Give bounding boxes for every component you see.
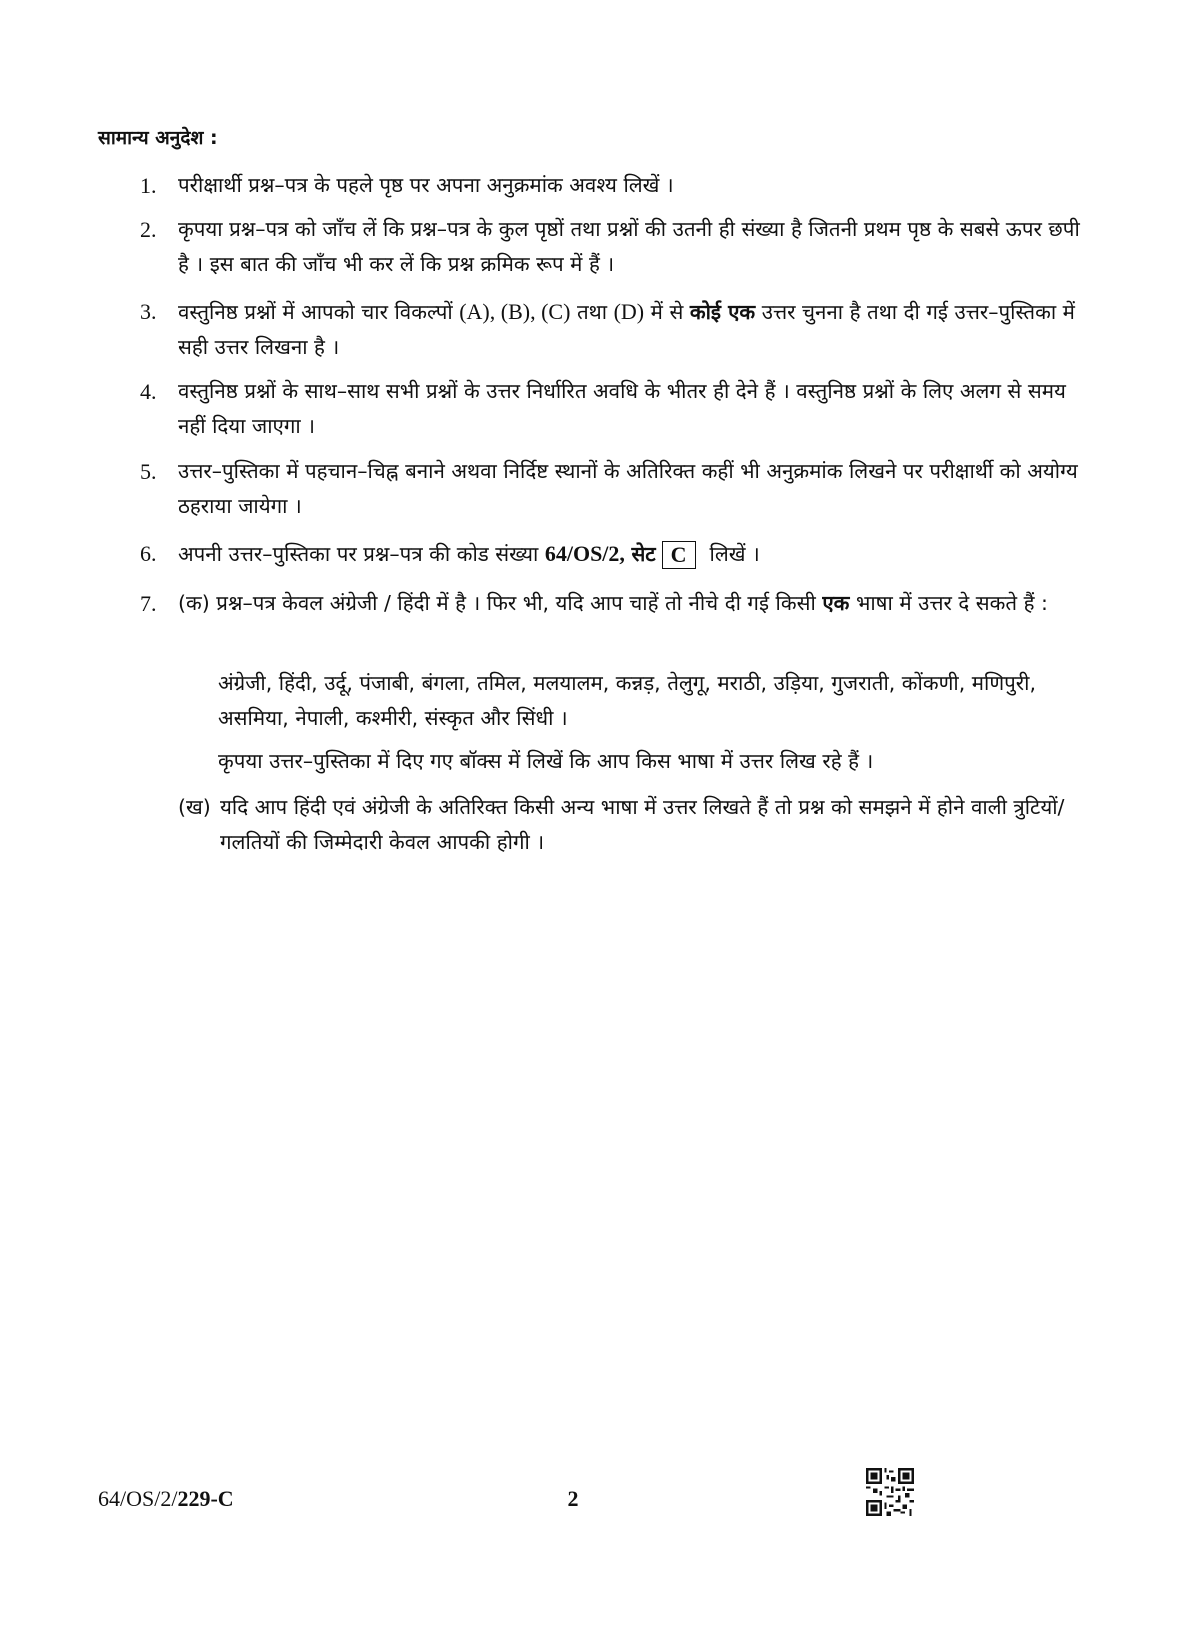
instruction-6 (140, 536, 1080, 572)
instruction-text: (क) प्रश्न–पत्र केवल अंग्रेजी / हिंदी में है । फिर भी, यदि आप चाहें तो नीचे दी गई किसी एक भाषा में उत्तर दे सकते हैं : (178, 591, 1048, 615)
instruction-text: वस्तुनिष्ठ प्रश्नों में आपको चार विकल्पों (A), (B), (C) तथा (D) में से कोई एक उत्तर चुनना है तथा दी गई उत्तर–पुस्तिका में सही उत्तर लिखना है । (178, 299, 1075, 359)
instruction-7b (178, 790, 1080, 860)
emphasis-one: एक (822, 591, 850, 615)
sub-label-a: (क) (178, 591, 210, 615)
instruction-2 (140, 212, 1080, 282)
instruction-text: कृपया प्रश्न–पत्र को जाँच लें कि प्रश्न–पत्र के कुल पृष्ठों तथा प्रश्नों की उतनी ही संख्या है जितनी प्रथम पृष्ठ के सबसे ऊपर छपी है । इस बात की जाँच भी कर लें कि प्रश्न क्रमिक रूप में हैं । (178, 217, 1080, 276)
instruction-number: 4. (140, 379, 157, 404)
language-list: अंग्रेजी, हिंदी, उर्दू, पंजाबी, बंगला, तमिल, मलयालम, कन्नड़, तेलुगू, मराठी, उड़िया, गुजराती, कोंकणी, मणिपुरी, असमिया, नेपाली, कश्मीरी, संस्कृत और सिंधी । (218, 671, 1036, 730)
paper-code: 64/OS/2, (544, 541, 625, 566)
general-instructions-heading: सामान्य अनुदेश : (98, 127, 218, 149)
options-abc: (A), (B), (C) (459, 299, 571, 324)
instruction-number: 1. (140, 173, 157, 198)
box-note: कृपया उत्तर–पुस्तिका में दिए गए बॉक्स में लिखें कि आप किस भाषा में उत्तर लिख रहे हैं । (218, 749, 874, 773)
qr-code-icon (866, 1468, 914, 1516)
instruction-5 (140, 454, 1080, 524)
instruction-number: 3. (140, 299, 157, 324)
instruction-text: अपनी उत्तर–पुस्तिका पर प्रश्न–पत्र की कोड संख्या 64/OS/2, सेट C लिखें । (178, 541, 760, 567)
set-label: सेट (631, 542, 656, 566)
instruction-text: उत्तर–पुस्तिका में पहचान–चिह्न बनाने अथवा निर्दिष्ट स्थानों के अतिरिक्त कहीं भी अनुक्रमांक लिखने पर परीक्षार्थी को अयोग्य ठहराया जायेगा । (178, 459, 1078, 518)
page-number: 2 (567, 1486, 579, 1511)
instruction-4 (140, 374, 1080, 444)
option-d: (D) (613, 299, 645, 324)
instruction-text: यदि आप हिंदी एवं अंग्रेजी के अतिरिक्त किसी अन्य भाषा में उत्तर लिखते हैं तो प्रश्न को समझने में होने वाली त्रुटियों/गलतियों की जिम्मेदारी केवल आपकी होगी । (220, 795, 1065, 854)
instruction-number: 6. (140, 541, 157, 566)
instruction-number: 7. (140, 591, 157, 616)
sub-label-b: (ख) (178, 795, 211, 819)
instruction-1 (140, 168, 1080, 203)
instruction-7 (140, 586, 1080, 621)
instruction-number: 2. (140, 217, 157, 242)
set-code-box: C (662, 541, 696, 569)
emphasis-any-one: कोई एक (689, 300, 756, 324)
instruction-text: वस्तुनिष्ठ प्रश्नों के साथ–साथ सभी प्रश्नों के उत्तर निर्धारित अवधि के भीतर ही देने हैं । वस्तुनिष्ठ प्रश्नों के लिए अलग से समय नहीं दिया जाएगा । (178, 379, 1066, 438)
instruction-3 (140, 294, 1080, 365)
instruction-text: परीक्षार्थी प्रश्न–पत्र के पहले पृष्ठ पर अपना अनुक्रमांक अवश्य लिखें । (178, 173, 674, 197)
instruction-number: 5. (140, 459, 157, 484)
paper-footer-code: 64/OS/2/229-C (98, 1486, 234, 1511)
